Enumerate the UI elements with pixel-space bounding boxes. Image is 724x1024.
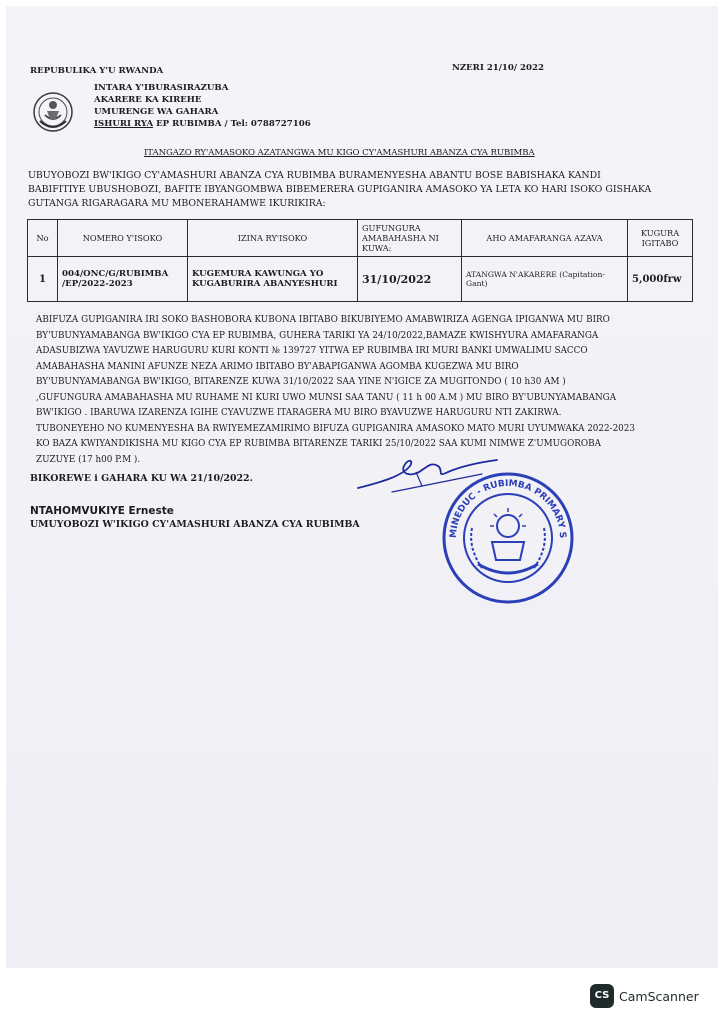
intro-line-2: BABIFITIYE UBUSHOBOZI, BAFITE IBYANGOMBWA BIBEMERERA GUPIGANIRA AMASOKO YA LETA KO HARI ISOKO GISHAKA bbox=[28, 184, 652, 195]
school-contact bbox=[94, 119, 311, 129]
column-header: NOMERO Y'ISOKO bbox=[58, 220, 188, 257]
funding-source: ATANGWA N'AKARERE (Capitation-Gant) bbox=[462, 257, 628, 302]
body-line: ABIFUZA GUPIGANIRA IRI SOKO BASHOBORA KUBONA IBITABO BIKUBIYEMO AMABWIRIZA AGENGA IPIGANWA MU BIRO bbox=[36, 315, 610, 325]
district-name: AKARERE KA KIREHE bbox=[94, 95, 202, 105]
province-name: INTARA Y'IBURASIRAZUBA bbox=[94, 83, 229, 93]
svg-text:MINEDUC - RUBIMBA PRIMARY SCHO bbox=[438, 468, 567, 538]
tender-name: KUGEMURA KAWUNGA YO KUGABURIRA ABANYESHURI bbox=[188, 257, 358, 302]
column-header: KUGURA IGITABO bbox=[628, 220, 693, 257]
stamp-text: MINEDUC - RUBIMBA PRIMARY S bbox=[448, 478, 568, 539]
body-line: KO BAZA KWIYANDIKISHA MU KIGO CYA EP RUBIMBA BITARENZE TARIKI 25/10/2022 SAA KUMI NIMWE Z'UMUGOROBA bbox=[36, 439, 601, 449]
school-prefix: ISHURI RYA bbox=[94, 119, 154, 129]
tender-number: 004/ONC/G/RUBIMBA /EP/2022-2023 bbox=[58, 257, 188, 302]
body-line: BY'UBUNYAMABANGA BW'IKIGO CYA EP RUBIMBA, GUHERA TARIKI YA 24/10/2022,BAMAZE KWISHYURA AMAFARANGA bbox=[36, 330, 599, 341]
body-line: TUBONEYEHO NO KUMENYESHA BA RWIYEMEZAMIRIMO BIFUZA GUPIGANIRA AMASOKO MATO MURI UYUMWAKA 2022-2023 bbox=[36, 423, 635, 434]
body-line: ZUZUYE (17 h00 P.M ). bbox=[36, 454, 141, 465]
signatory-name: NTAHOMVUKIYE Erneste bbox=[30, 505, 174, 517]
rwanda-coat-of-arms-icon bbox=[32, 91, 74, 133]
intro-line-3: GUTANGA RIGARAGARA MU MBONERAHAMWE IKURIKIRA: bbox=[28, 198, 326, 209]
body-line: ADASUBIZWA YAVUZWE HARUGURU KURI KONTI № 139727 YITWA EP RUBIMBA IRI MURI BANKI UMWALIMU SACCO bbox=[36, 346, 588, 356]
camscanner-label: CamScanner bbox=[619, 989, 699, 1004]
tender-table bbox=[27, 219, 693, 302]
opening-date: 31/10/2022 bbox=[358, 257, 462, 302]
notice-title: ITANGAZO RY'AMASOKO AZATANGWA MU KIGO CY'AMASHURI ABANZA CYA RUBIMBA bbox=[144, 148, 535, 158]
body-line: BW'IKIGO . IBARUWA IZARENZA IGIHE CYAVUZWE ITARAGERA MU BIRO BYAVUZWE HARUGURU NTI ZAKIRWA. bbox=[36, 408, 562, 418]
document-page bbox=[6, 6, 718, 968]
row-number: 1 bbox=[28, 257, 58, 302]
intro-line-1: UBUYOBOZI BW'IKIGO CY'AMASHURI ABANZA CYA RUBIMBA BURAMENYESHA ABANTU BOSE BABISHAKA KANDI bbox=[28, 170, 601, 181]
body-line: BY'UBUNYAMABANGA BW'IKIGO, BITARENZE KUWA 31/10/2022 SAA YINE N'IGICE ZA MUGITONDO ( 10 h30 AM ) bbox=[36, 377, 566, 387]
column-header: GUFUNGURA AMABAHASHA NI KUWA: bbox=[358, 220, 462, 257]
sector-name: UMURENGE WA GAHARA bbox=[94, 107, 219, 117]
column-header: IZINA RY'ISOKO bbox=[188, 220, 358, 257]
notice-body bbox=[36, 313, 694, 468]
body-line: ,GUFUNGURA AMABAHASHA MU RUHAME NI KURI UWO MUNSI SAA TANU ( 11 h 00 A.M ) MU BIRO BY'UBUNYAMABANGA bbox=[36, 392, 617, 403]
camscanner-logo-icon: CS bbox=[590, 984, 614, 1008]
table-header-row bbox=[28, 220, 693, 257]
country-name: REPUBULIKA Y'U RWANDA bbox=[30, 66, 164, 76]
document-date: NZERI 21/10/ 2022 bbox=[452, 63, 544, 73]
body-line: AMABAHASHA MANINI AFUNZE NEZA ARIMO IBITABO BY'ABAPIGANWA AGOMBA KUGEZWA MU BIRO bbox=[36, 361, 519, 372]
school-name-tel: EP RUBIMBA / Tel: 0788727106 bbox=[153, 119, 311, 129]
table-row bbox=[28, 257, 693, 302]
place-and-date: BIKOREWE i GAHARA KU WA 21/10/2022. bbox=[30, 473, 253, 484]
tender-doc-price: 5,000frw bbox=[628, 257, 693, 302]
signatory-role: UMUYOBOZI W'IKIGO CY'AMASHURI ABANZA CYA RUBIMBA bbox=[30, 519, 360, 530]
column-header: No bbox=[28, 220, 58, 257]
column-header: AHO AMAFARANGA AZAVA bbox=[462, 220, 628, 257]
school-stamp-icon bbox=[438, 468, 578, 608]
